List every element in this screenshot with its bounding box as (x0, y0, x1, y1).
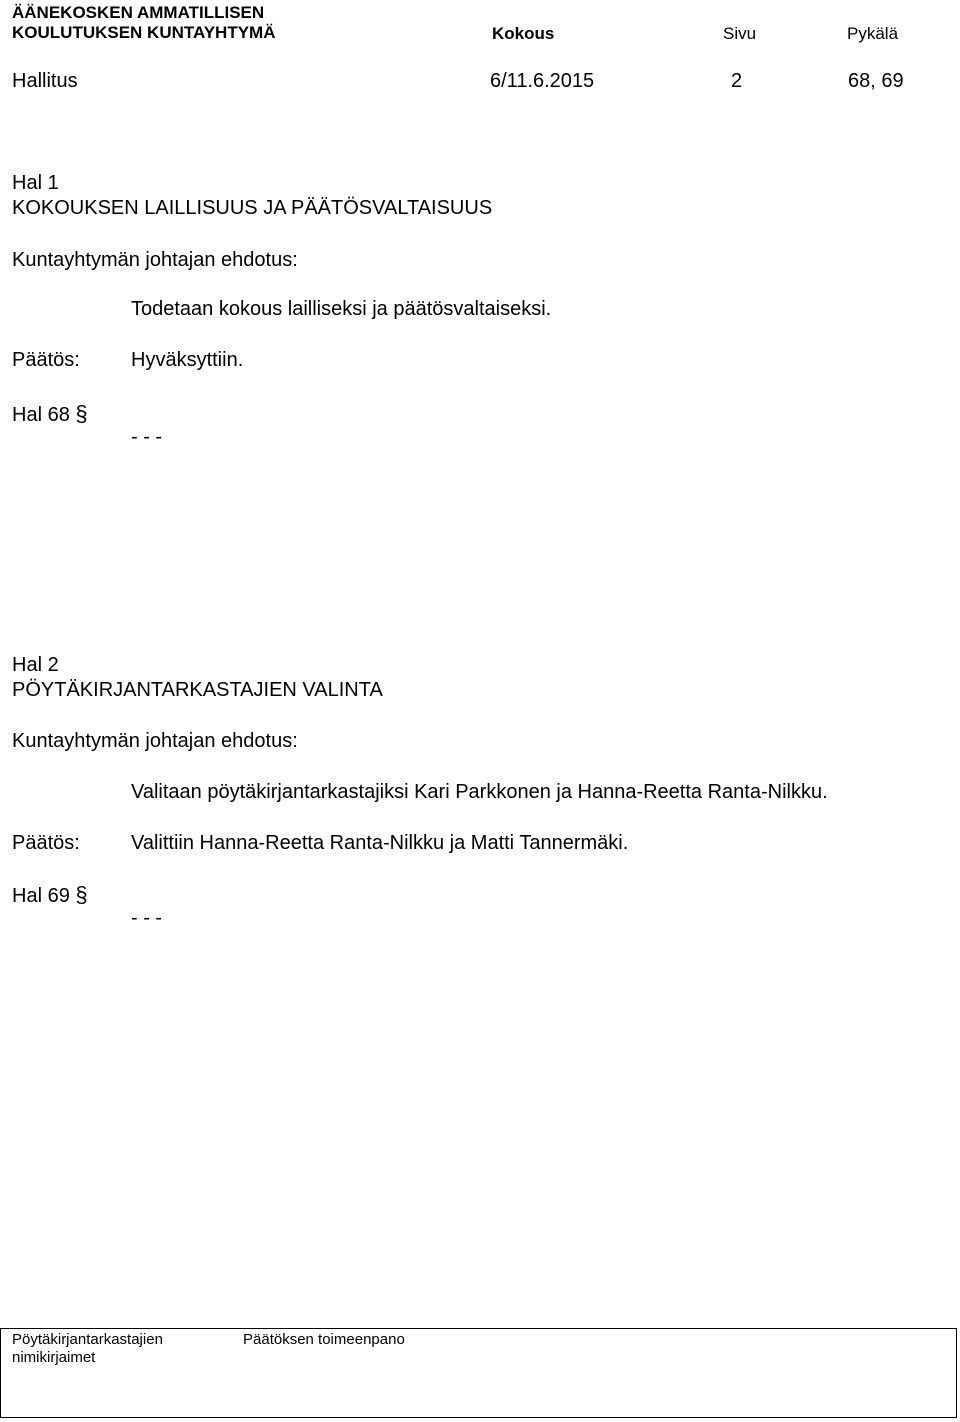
header-section-label: Pykälä (847, 24, 899, 43)
meeting-date: 6/11.6.2015 (490, 70, 595, 92)
section-symbol: § (75, 401, 88, 426)
section-numbers: 68, 69 (848, 70, 904, 92)
item-title: PÖYTÄKIRJANTARKASTAJIEN VALINTA (12, 679, 383, 701)
footer-signatures-line1: Pöytäkirjantarkastajien (12, 1331, 163, 1348)
page-number: 2 (731, 70, 743, 92)
section-ref-label: Hal 69 (12, 885, 70, 907)
decision-label: Päätös: (12, 349, 80, 371)
body-name: Hallitus (12, 70, 78, 92)
decision-label: Päätös: (12, 832, 80, 854)
proposal-text: Todetaan kokous lailliseksi ja päätösvaltaiseksi. (131, 298, 552, 320)
section-reference (12, 882, 88, 908)
proposal-text: Valitaan pöytäkirjantarkastajiksi Kari Parkkonen ja Hanna-Reetta Ranta-Nilkku. (131, 781, 828, 803)
header-meeting-label: Kokous (492, 24, 555, 43)
section-symbol: § (75, 882, 88, 907)
item-ref: Hal 2 (12, 654, 59, 676)
proposal-label: Kuntayhtymän johtajan ehdotus: (12, 249, 298, 271)
separator: - - - (131, 426, 163, 448)
decision-text: Hyväksyttiin. (131, 349, 244, 371)
footer-signatures-line2: nimikirjaimet (12, 1349, 96, 1366)
separator: - - - (131, 907, 163, 929)
proposal-label: Kuntayhtymän johtajan ehdotus: (12, 730, 298, 752)
footer-execution-label: Päätöksen toimeenpano (243, 1331, 405, 1348)
section-reference (12, 401, 88, 427)
section-ref-label: Hal 68 (12, 404, 70, 426)
organization-name-line2: KOULUTUKSEN KUNTAYHTYMÄ (12, 23, 276, 42)
header-page-label: Sivu (723, 24, 757, 43)
item-title: KOKOUKSEN LAILLISUUS JA PÄÄTÖSVALTAISUUS (12, 197, 493, 219)
organization-name-line1: ÄÄNEKOSKEN AMMATILLISEN (12, 3, 265, 22)
item-ref: Hal 1 (12, 172, 59, 194)
decision-text: Valittiin Hanna-Reetta Ranta-Nilkku ja Matti Tannermäki. (131, 832, 629, 854)
